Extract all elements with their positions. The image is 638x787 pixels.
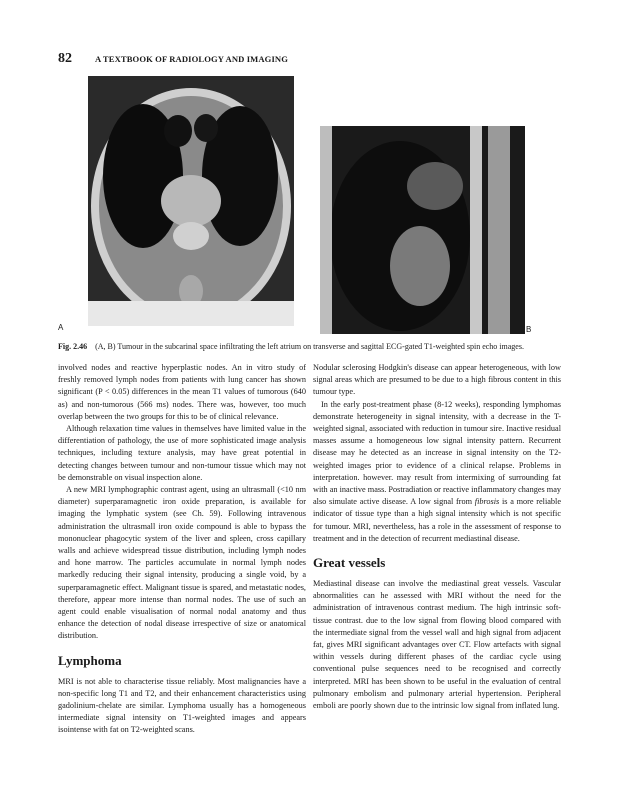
paragraph: involved nodes and reactive hyperplastic nodes. An in vitro study of freshly removed lymph nodes from patients with lung cancer has shown significant (P < 0.05) differences in the mean T1 values of tumorous (640 as) and non-tumorous (566 ms) nodes. There was, however, too much overlap between the two groups for this to be of clinical relevance. <box>58 363 306 421</box>
paragraph <box>313 399 561 545</box>
section-heading: Lymphoma <box>58 652 122 668</box>
paragraph: Although relaxation time values in themselves have limited value in the differentiation of pathology, the use of more sophisticated image analysis techniques, including texture analysis, may have great potential in detecting changes between tumour and non-tumour tissue which may not be demonstrable on visual inspection alone. <box>58 424 306 482</box>
paragraph: Mediastinal disease can involve the mediastinal great vessels. Vascular abnormalities can he assessed with MRI without the need for the administration of intravenous contrast medium. The high intrinsic soft-tissue contrast. due to the low signal from flowing blood compared with the intermediate signal from the vessel wall and high signal from adjacent fat, gives MRI significant advantages over CT. Flow artefacts with signal within vessels during different phases of the cardiac cycle using conventional pulse sequences need to be recognised and correctly interpreted. MRI has been shown to be useful in the evaluation of central pulmonary embolism and pulmonary arterial hypertension. Peripheral emboli are poorly shown due to the intrinsic low signal from inflated lung. <box>313 579 561 711</box>
page-header <box>58 51 598 67</box>
mri-sagittal-image <box>320 126 525 334</box>
panel-label-b: B <box>526 325 532 334</box>
panel-label-a: A <box>58 323 64 332</box>
left-column <box>58 362 306 737</box>
caption-text: (A, B) Tumour in the subcarinal space infiltrating the left atrium on transverse and sagittal ECG-gated T1-weighted spin echo images. <box>95 342 524 351</box>
paragraph-text: In the early post-treatment phase (8-12 weeks), responding lymphomas demonstrate heterogeneity in signal intensity, with a decrease in the T-weighted signal, associated with reduction in tumour sire. Inactive residual masses assume a homogeneous low signal intensity pattern. Recurrent disease may he detected as an increase in signal intensity on the T2-weighted images prior to evidence of a clinical relapse. Problems in interpretation. however. may result from intermixing of surrounding fat with an inactive mass. Postradiation or reactive inflammatory changes may also simulate active disease. A low signal from <box>313 399 561 507</box>
italic-term: fibrosis <box>474 497 500 507</box>
paragraph: A new MRI lymphographic contrast agent, using an ultrasmall (<10 nm diameter) superparamagnetic iron oxide preparation, is available for imaging the lymphatic system (see Ch. 59). Following intravenous administration the ultrasmall iron oxide compound is able to bypass the mononuclear phagocytic system of the liver and spleen, cross capillary walls and achieve widespread tissue distribution, including lymph nodes and hone marrow. The particles accumulate in normal lymph nodes markedly reducing their signal intensity, producing a single void, by a superparamagnetic effect. Malignant tissue is spared, and metastatic nodes, therefore, appear more intense than normal nodes. The use of such an agent could enable visualisation of normal nodal anatomy and thus enhance the detection of nodal disease irrespective of size or anatomical distribution. <box>58 485 306 641</box>
figure <box>58 76 538 338</box>
section-heading: Great vessels <box>313 555 386 571</box>
page-number: 82 <box>58 51 72 66</box>
paragraph: MRI is not able to characterise tissue reliably. Most malignancies have a non-specific long T1 and T2, and their enhancement characteristics using gadolinium-chelate are similar. Lymphoma usually has a homogeneous intermediate signal intensity on T1-weighted images and appears isointense with fat on T2-weighted scans. <box>58 676 306 735</box>
paragraph-text: is a more reliable indicator of tissue type than a high signal intensity which is not specific for tumour. MRI, nevertheless, has a role in the assessment of response to treatment and in the detection of recurrent mediastinal disease. <box>313 497 562 543</box>
figure-number: Fig. 2.46 <box>58 342 88 351</box>
paragraph: Nodular sclerosing Hodgkin's disease can appear heterogeneous, with low signal areas which are presumed to be due to a high fibrous content in this tumour type. <box>313 363 561 397</box>
right-column <box>313 362 561 712</box>
running-title: A TEXTBOOK OF RADIOLOGY AND IMAGING <box>95 54 288 64</box>
mri-transverse-image <box>88 76 294 326</box>
figure-caption <box>58 342 548 352</box>
